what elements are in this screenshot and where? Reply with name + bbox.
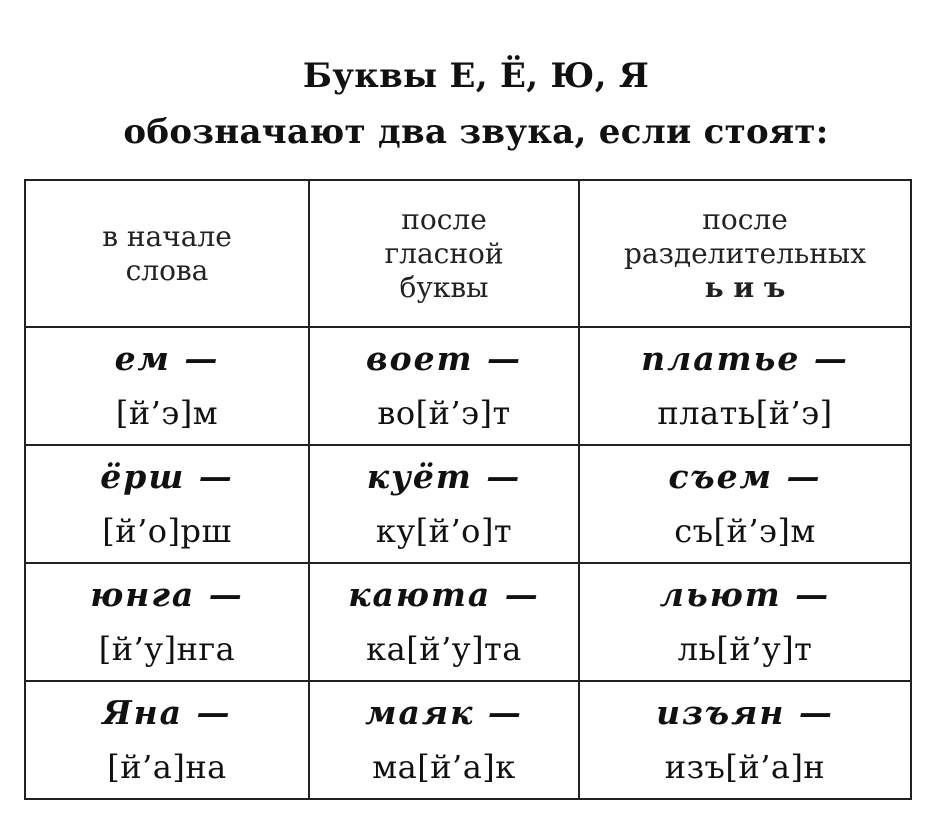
- example-word: маяк —: [365, 693, 523, 732]
- header-line: в начале: [102, 219, 232, 253]
- header-line: разделительных: [624, 236, 866, 270]
- header-line: гласной: [384, 236, 504, 270]
- header-cell-after-separators: [579, 180, 911, 327]
- table-cell: [25, 563, 309, 681]
- header-line: слова: [125, 253, 209, 287]
- example-word: съем —: [668, 457, 822, 496]
- title-line-2: обозначают два звука, если стоят:: [123, 112, 829, 152]
- table-row: [25, 445, 911, 563]
- example-word: воет —: [365, 339, 523, 378]
- transcription: [й’э]м: [115, 394, 219, 432]
- table-cell: [25, 327, 309, 445]
- table-cell: [579, 681, 911, 799]
- transcription: ку[й’о]т: [375, 512, 513, 550]
- letters-table: [24, 179, 912, 800]
- table-row: [25, 327, 911, 445]
- table-row: [25, 563, 911, 681]
- table-cell: [309, 563, 579, 681]
- table-cell: [25, 445, 309, 563]
- example-word: куёт —: [366, 457, 522, 496]
- example-word: ем —: [114, 339, 220, 378]
- transcription: ма[й’а]к: [372, 748, 516, 786]
- example-word: изъян —: [656, 693, 834, 732]
- header-line: после: [702, 202, 788, 236]
- example-word: платье —: [641, 339, 849, 378]
- example-word: юнга —: [90, 575, 244, 614]
- transcription: ль[й’у]т: [677, 630, 813, 668]
- header-line: буквы: [399, 270, 489, 304]
- transcription: изъ[й’а]н: [664, 748, 826, 786]
- table-cell: [579, 445, 911, 563]
- example-word: Яна —: [102, 693, 232, 732]
- header-cell-after-vowel: [309, 180, 579, 327]
- transcription: плать[й’э]: [657, 394, 833, 432]
- example-word: каюта —: [348, 575, 540, 614]
- header-cell-word-start: [25, 180, 309, 327]
- header-line: после: [401, 202, 487, 236]
- table-cell: [309, 681, 579, 799]
- table-cell: [579, 563, 911, 681]
- example-word: льют —: [659, 575, 831, 614]
- table-row: [25, 681, 911, 799]
- transcription: [й’о]рш: [102, 512, 232, 550]
- transcription: съ[й’э]м: [674, 512, 816, 550]
- example-word: ёрш —: [100, 457, 234, 496]
- transcription: ка[й’у]та: [366, 630, 522, 668]
- transcription: во[й’э]т: [377, 394, 511, 432]
- transcription: [й’а]на: [107, 748, 227, 786]
- title-line-1: Буквы Е, Ё, Ю, Я: [302, 56, 650, 96]
- table-cell: [25, 681, 309, 799]
- header-row: [25, 180, 911, 327]
- table-cell: [309, 445, 579, 563]
- transcription: [й’у]нга: [98, 630, 236, 668]
- table-cell: [309, 327, 579, 445]
- table-cell: [579, 327, 911, 445]
- header-line-bold: ь и ъ: [704, 270, 786, 304]
